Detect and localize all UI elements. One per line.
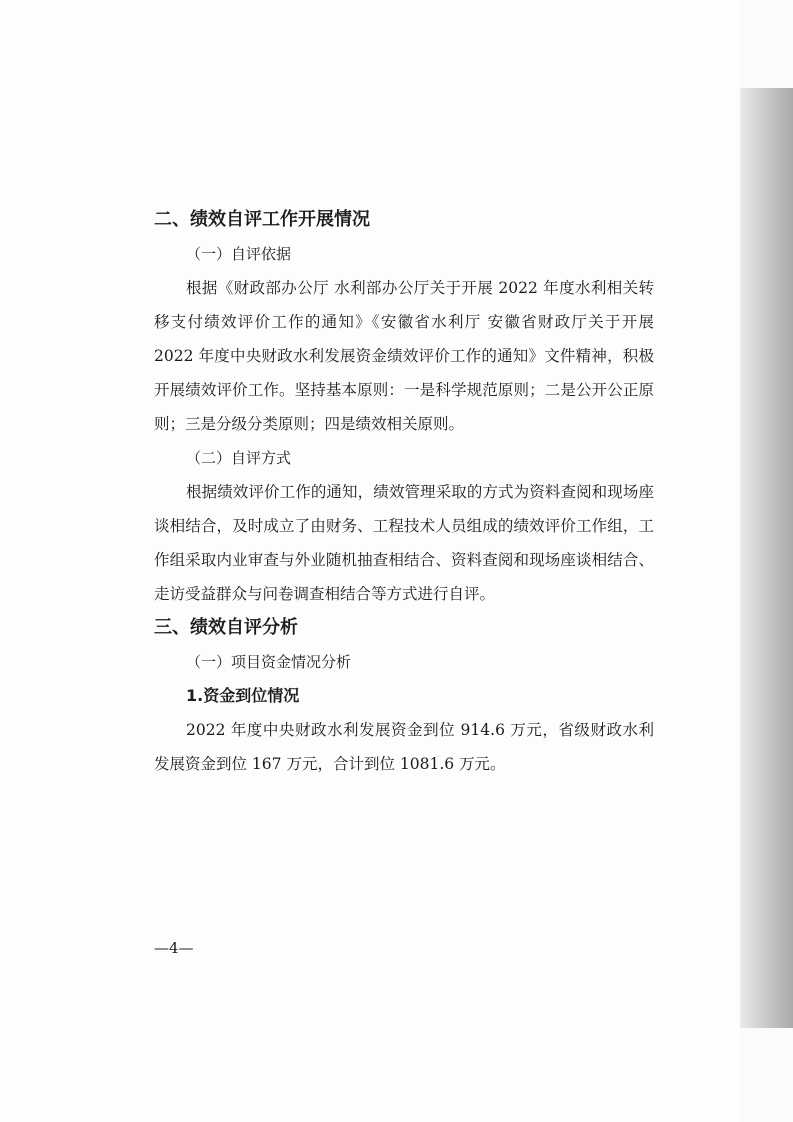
section-2-heading: 二、绩效自评工作开展情况 bbox=[154, 209, 370, 230]
section-3-1-heading: （一）项目资金情况分析 bbox=[186, 653, 352, 671]
funds-arrival-paragraph: 2022 年度中央财政水利发展资金到位 914.6 万元，省级财政水利发展资金到位 167 万元，合计到位 1081.6 万元。 bbox=[154, 721, 654, 773]
section-2-2-heading: （二）自评方式 bbox=[186, 449, 292, 467]
page-content bbox=[154, 203, 654, 781]
funds-arrival-heading: 1.资金到位情况 bbox=[186, 686, 300, 705]
page-number: —4— bbox=[154, 939, 194, 957]
section-2-2-paragraph: 根据绩效评价工作的通知，绩效管理采取的方式为资料查阅和现场座谈相结合，及时成立了由财务、工程技术人员组成的绩效评价工作组，工作组采取内业审查与外业随机抽查相结合、资料查阅和现场座谈相结合、走访受益群众与问卷调查相结合等方式进行自评。 bbox=[154, 483, 654, 603]
scan-edge-shadow bbox=[733, 88, 793, 1028]
section-2-1-heading: （一）自评依据 bbox=[186, 245, 292, 263]
section-2-1-paragraph: 根据《财政部办公厅 水利部办公厅关于开展 2022 年度水利相关转移支付绩效评价工作的通知》《安徽省水利厅 安徽省财政厅关于开展 2022 年度中央财政水利发展资金绩效评价工作的通知》文件精神，积极开展绩效评价工作。坚持基本原则：一是科学规范原则；二是公开公正原则；三是分级分类原则；四是绩效相关原则。 bbox=[154, 279, 654, 433]
section-3-heading: 三、绩效自评分析 bbox=[154, 617, 298, 638]
